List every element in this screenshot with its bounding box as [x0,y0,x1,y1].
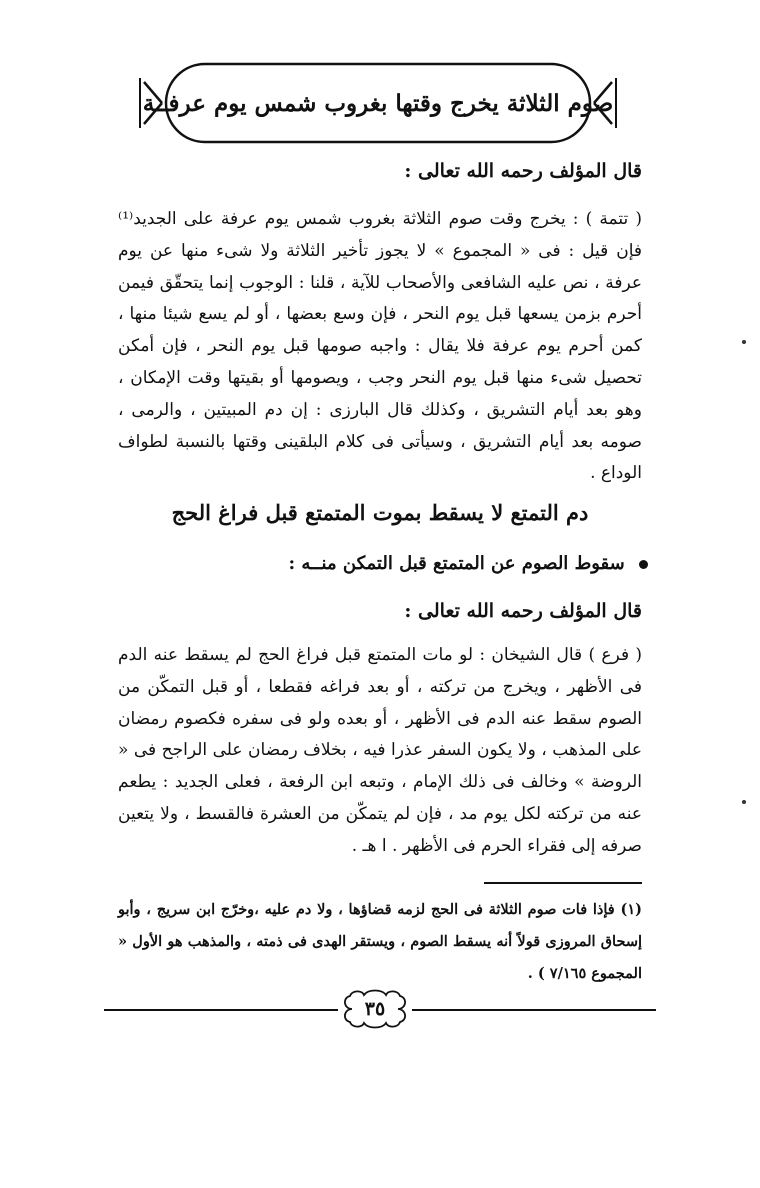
footnote [118,894,642,990]
paragraph-supplement [118,204,642,490]
page-rule-left [104,1009,338,1011]
section-title: دم التمتع لا يسقط بموت المتمتع قبل فراغ الحج [171,500,589,525]
paragraph-supplement-text: ( تتمة ) : يخرج وقت صوم الثلاثة بغروب شمس يوم عرفة على الجديد⁽¹⁾ فإن قيل : فى « المجموع » لا يجوز تأخير الثلاثة ولا شىء منها عن يوم عرفة ، نص عليه الشافعى والأصحاب للآية ، قلنا : الوجوب إنما يتحقّق فيمن أحرم بزمن يسعها قبل يوم النحر ، فإن وسع بعضها ، أو لم يسع شيئا منها ، كمن أحرم يوم عرفة فلا يقال : واجبه صومها قبل يوم النحر ، فإن أمكن تحصيل شىء منها قبل يوم النحر وجب ، ويصومها أو بقيتها وقت الإمكان ، وهو بعد أيام التشريق ، وكذلك قال البارزى : إن دم المبيتين ، والرمى ، صومه بعد أيام التشريق ، وسيأتى فى كلام البلقينى وقتها بالنسبة لطواف الوداع . [118,209,642,484]
scan-speck [742,800,746,804]
page-title: صوم الثلاثة يخرج وقتها بغروب شمس يوم عرفــة [142,89,614,117]
author-heading-1: قال المؤلف رحمه الله تعالى : [404,160,642,182]
page-number: ٣٥ [364,998,386,1020]
bullet-heading-text: سقوط الصوم عن المتمتع قبل التمكن منــه : [288,553,625,574]
paragraph-branch-text: ( فرع ) قال الشيخان : لو مات المتمتع قبل فراغ الحج لم يسقط عنه الدم فى الأظهر ، ويخرج من تركته ، أو بعد فراغه فقطعا ، أو قبل التمكّن من الصوم سقط عنه الدم فى الأظهر ، أو بعده ولو فى سفره فكصوم رمضان على المذهب ، ولا يكون السفر عذرا فيه ، بخلاف رمضان على الراجح فى « الروضة » وخالف فى ذلك الإمام ، وتبعه ابن الرفعة ، فعلى الجديد : يطعم عنه من تركته لكل يوم مد ، فإن لم يتمكّن من العشرة فالقسط ، ولا يتعين صرفه إلى فقراء الحرم فى الأظهر . ا هـ . [118,645,642,856]
footnote-divider [484,882,642,884]
paragraph-branch [118,640,642,863]
page-number-ornament [338,988,412,1030]
page-rule-right [412,1009,656,1011]
author-heading-2: قال المؤلف رحمه الله تعالى : [404,600,642,622]
bullet-heading [288,553,648,574]
title-frame [138,60,618,146]
scan-speck [742,340,746,344]
footnote-text: (١) فإذا فات صوم الثلاثة فى الحج لزمه قضاؤها ، ولا دم عليه ،وخرّج ابن سريج ، وأبو إسحاق المروزى قولاً أنه يسقط الصوم ، ويستقر الهدى فى ذمته ، والمذهب هو الأول « المجموع ٧/١٦٥ ) . [118,901,642,982]
bullet-icon [639,560,648,569]
